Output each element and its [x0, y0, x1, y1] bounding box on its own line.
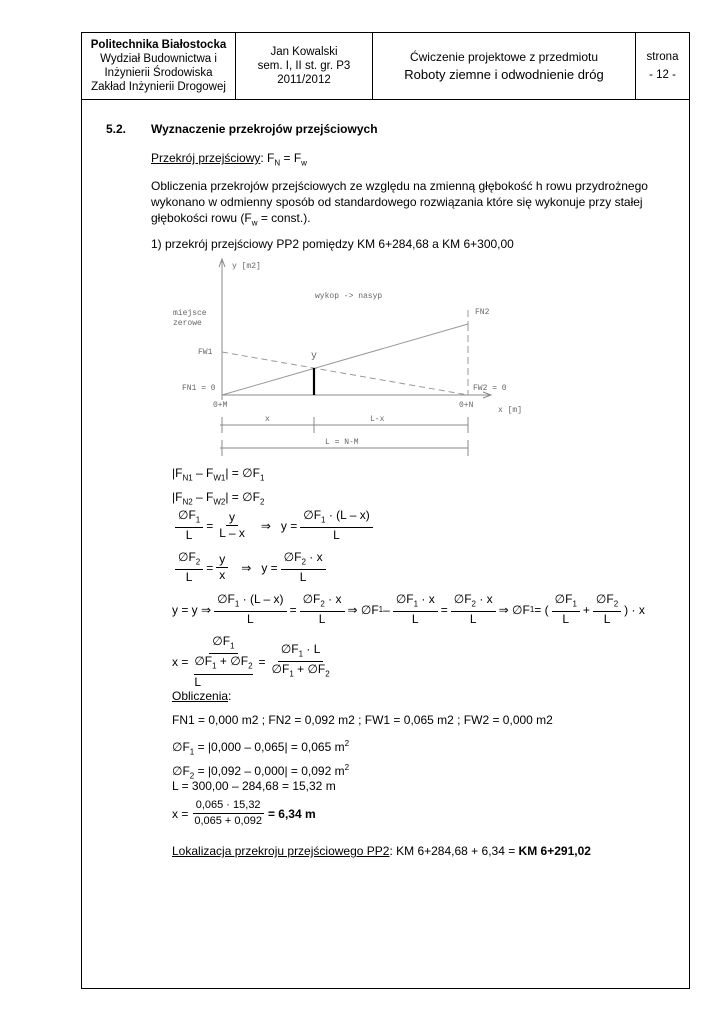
eq-df1: $|F_{N1} - F_{W1}|$ = $\emptyset F_1$ [172, 466, 265, 483]
intro-paragraph: Obliczenia przekrojów przejściowych ze względu na zmienną głębokość h rowu przydrożnego wykonano w odmienny sposób od standardowego rozwiązania które się wykonuje przy stałej głębokości rowu ($F_w$ = const.). [151, 179, 648, 228]
eq-x-formula: x = $\emptyset F_1$ $\emptyset F_1$ + $\emptyset F_2$ L = $\frac{\emptyset F_1 \cdot L}{\emptyset F_1 + \emptyset F_2}$ [172, 634, 330, 689]
x-axis-label: x [m] [498, 406, 523, 415]
l-dimension-label: L = N-M [325, 438, 359, 447]
location-label: Lokalizacja przekroju przejściowego PP2 [172, 844, 390, 858]
eq-ratio-1: $\frac{\emptyset F_1}{L}$ = $\frac{y}{L - x}$ ⇒ y = $\frac{\emptyset F_1 \cdot (L - x)}{L}$ [172, 508, 376, 543]
calc-heading: Obliczenia: [172, 689, 232, 703]
location-line: Lokalizacja przekroju przejściowego PP2: KM 6+284,68 + 6,34 = KM 6+291,02 [172, 844, 591, 858]
y-axis-label: y [m2] [232, 262, 261, 271]
definition-label: Przekrój przejściowy [151, 151, 261, 165]
page-header [81, 32, 690, 100]
location-result: KM 6+291,02 [518, 844, 591, 858]
f-values: FN1 = 0,000 m2 ; FN2 = 0,092 m2 ; FW1 = 0,065 m2 ; FW2 = 0,000 m2 [172, 713, 553, 727]
course-title: Roboty ziemne i odwodnienie dróg [404, 67, 604, 82]
page-number-block [636, 33, 689, 99]
transition-diagram [165, 255, 545, 460]
fw-line [222, 352, 468, 395]
department-name: Zakład Inżynierii Drogowej [91, 81, 226, 93]
author-block [236, 33, 372, 99]
l-value: L = 300,00 – 284,68 = 15,32 m [172, 779, 336, 793]
df2-value: $\emptyset F_2 = |0,092 - 0,000| = 0,092$ $m^2$ [172, 763, 350, 781]
eq-ratio-2: $\frac{\emptyset F_2}{L}$ = $\frac{y}{x}$ ⇒ y = $\frac{\emptyset F_2 \cdot x}{L}$ [172, 550, 329, 585]
x-calculation: x = $\frac{0,065 \cdot 15,32}{0,065 + 0,092}$ = 6,34 m [172, 799, 316, 827]
author-group: sem. I, II st. gr. P3 [257, 60, 351, 72]
course-line-1: Ćwiczenie projektowe z przedmiotu [409, 50, 599, 64]
fw2-label: FW2 = 0 [473, 384, 507, 393]
academic-year: 2011/2012 [277, 74, 331, 86]
page-label: strona [646, 51, 679, 63]
zero-place-label-1: miejsce [173, 309, 207, 318]
x-dimension-label: x [265, 415, 270, 424]
course-block [373, 33, 635, 99]
page-number: - 12 - [649, 69, 676, 81]
institution-block [82, 33, 235, 99]
eq-combined: y = y ⇒ $\frac{\emptyset F_1 \cdot (L - x)}{L}$ = $\frac{\emptyset F_2 \cdot x}{L}$ ⇒ ∅F 1 – $\frac{\emptyset F_1 \cdot x}{L}$ = $\frac{\emptyset F_2 \cdot x}{L}$ ⇒ ∅F 1 = ( $\frac{\emptyset F_1}{L}$ + $\frac{\emptyset F_2}{L}$ ) · x [172, 592, 645, 627]
fw1-label: FW1 [198, 348, 213, 357]
m-label: 0+M [213, 401, 228, 410]
faculty-line-1: Wydział Budownictwa i [100, 53, 217, 65]
fn-line [222, 324, 468, 395]
university-name: Politechnika Białostocka [90, 39, 227, 51]
eq-df2: $|F_{N2} - F_{W2}|$ = $\emptyset F_2$ [172, 490, 265, 507]
y-label: y [311, 351, 318, 362]
n-label: 0+N [459, 401, 474, 410]
zero-place-label-2: zerowe [173, 319, 202, 328]
faculty-line-2: Inżynierii Środowiska [104, 67, 213, 79]
df1-value: $\emptyset F_1 = |0,000 - 0,065| = 0,065$ $m^2$ [172, 739, 350, 757]
fn1-label: FN1 = 0 [182, 384, 216, 393]
section-number: 5.2. [106, 122, 127, 136]
definition-line: Przekrój przejściowy: $F_N = F_w$ [151, 151, 307, 168]
x-result: = 6,34 m [267, 806, 316, 821]
section-title: Wyznaczenie przekrojów przejściowych [151, 122, 378, 136]
diagram-title: wykop -> nasyp [315, 292, 383, 301]
lx-dimension-label: L-x [370, 415, 385, 424]
list-item-pp2: 1) przekrój przejściowy PP2 pomiędzy KM 6+284,68 a KM 6+300,00 [151, 237, 514, 251]
fn2-label: FN2 [475, 308, 490, 317]
author-name: Jan Kowalski [270, 46, 338, 58]
